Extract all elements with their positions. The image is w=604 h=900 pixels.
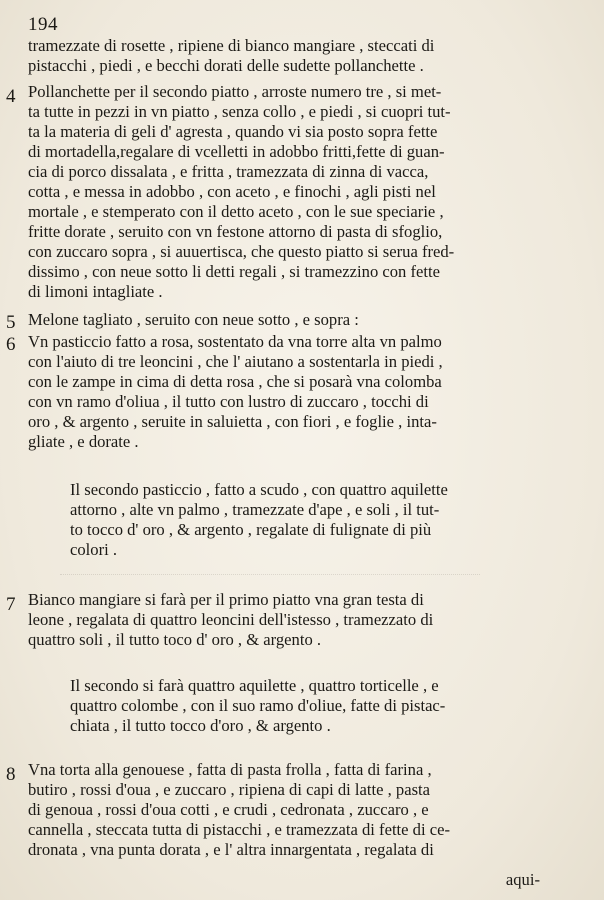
bleed-through-mark <box>60 560 480 575</box>
text-line: tramezzate di rosette , ripiene di bianco mangiare , steccati di <box>28 36 435 55</box>
paragraph-number: 4 <box>6 86 16 107</box>
text-line: leone , regalata di quattro leoncini dell'istesso , tramezzato di <box>28 610 434 629</box>
text-line: oro , & argento , seruite in saluietta , con fiori , e foglie , inta- <box>28 412 437 431</box>
text-line: dissimo , con neue sotto li detti regali , si tramezzino con fette <box>28 262 440 281</box>
text-line: Il secondo pasticcio , fatto a scudo , con quattro aquilette <box>70 480 448 499</box>
text-line: con le zampe in cima di detta rosa , che si posarà vna colomba <box>28 372 442 391</box>
text-line: butiro , rossi d'oua , e zuccaro , ripiena di capi di latte , pasta <box>28 780 431 799</box>
text-line: quattro soli , il tutto toco d' oro , & argento . <box>28 630 322 649</box>
text-line: con zuccaro sopra , si auuertisca, che questo piatto si serua fred- <box>28 242 455 261</box>
paragraph-number: 7 <box>6 594 16 615</box>
text-line: ta tutte in pezzi in vn piatto , senza collo , e piedi , si cuopri tut- <box>28 102 451 121</box>
text-line: chiata , il tutto tocco d'oro , & argento . <box>70 716 331 735</box>
text-line: Bianco mangiare si farà per il primo piatto vna gran testa di <box>28 590 424 609</box>
text-line: colori . <box>70 540 118 559</box>
text-line: Pollanchette per il secondo piatto , arroste numero tre , si met- <box>28 82 442 101</box>
text-line: di limoni intagliate . <box>28 282 163 301</box>
text-line: ta la materia di geli d' agresta , quando vi sia posto sopra fette <box>28 122 438 141</box>
text-line: di mortadella,regalare di vcelletti in adobbo fritti,fette di guan- <box>28 142 445 161</box>
text-line: di genoua , rossi d'oua cotti , e crudi , cedronata , zuccaro , e <box>28 800 429 819</box>
text-line: con l'aiuto di tre leoncini , che l' aiutano a sostentarla in piedi , <box>28 352 443 371</box>
text-line: fritte dorate , seruito con vn festone attorno di pasta di sfoglio, <box>28 222 443 241</box>
text-line: cotta , e messa in adobbo , con aceto , e finochi , agli pisti nel <box>28 182 436 201</box>
page-number: 194 <box>28 14 58 35</box>
catchword: aqui- <box>505 870 540 889</box>
text-line: quattro colombe , con il suo ramo d'oliue, fatte di pistac- <box>70 696 446 715</box>
text-line: cia di porco dissalata , e fritta , tramezzata di zinna di vacca, <box>28 162 429 181</box>
text-line: gliate , e dorate . <box>28 432 139 451</box>
text-line: mortale , e stemperato con il detto aceto , con le sue speciarie , <box>28 202 444 221</box>
text-line: to tocco d' oro , & argento , regalate di fulignate di più <box>70 520 432 539</box>
paragraph-number: 5 <box>6 312 16 333</box>
paragraph-number: 6 <box>6 334 16 355</box>
text-line: Vna torta alla genouese , fatta di pasta frolla , fatta di farina , <box>28 760 432 779</box>
text-line: Il secondo si farà quattro aquilette , quattro torticelle , e <box>70 676 439 695</box>
text-line: con vn ramo d'oliua , il tutto con lustro di zuccaro , tocchi di <box>28 392 429 411</box>
text-line: dronata , vna punta dorata , e l' altra innargentata , regalata di <box>28 840 434 859</box>
text-line: pistacchi , piedi , e becchi dorati delle sudette pollanchette . <box>28 56 424 75</box>
paragraph-number: 8 <box>6 764 16 785</box>
text-line: Vn pasticcio fatto a rosa, sostentato da vna torre alta vn palmo <box>28 332 442 351</box>
text-line: Melone tagliato , seruito con neue sotto , e sopra : <box>28 310 359 329</box>
text-line: attorno , alte vn palmo , tramezzate d'ape , e soli , il tut- <box>70 500 440 519</box>
text-line: cannella , steccata tutta di pistacchi , e tramezzata di fette di ce- <box>28 820 450 839</box>
